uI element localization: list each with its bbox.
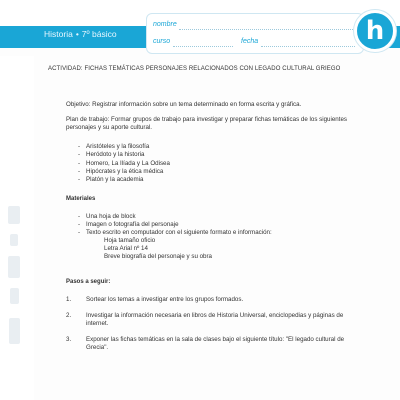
list-item: - Platón y la academia (86, 176, 366, 184)
subject-separator: • (75, 29, 79, 39)
course-label: curso (153, 38, 171, 45)
steps-heading: Pasos a seguir: (66, 279, 111, 285)
date-field-line[interactable] (261, 46, 355, 47)
list-item: - Hipócrates y la ética médica (86, 168, 366, 176)
list-item: - Texto escrito en computador con el siguiente formato e información: (86, 229, 366, 237)
list-item: - Homero, La Ilíada y La Odisea (86, 160, 366, 168)
grade-label: 7º básico (81, 29, 117, 39)
student-info-box (146, 13, 364, 54)
materials-heading: Materiales (66, 196, 96, 202)
format-line: Hoja tamaño oficio (104, 237, 156, 244)
objective-text: Objetivo: Registrar información sobre un tema determinado en forma escrita y gráfica. (66, 101, 302, 108)
list-item: - Imagen o fotografía del personaje (86, 221, 366, 229)
step-text: Investigar la información necesaria en libros de Historia Universal, enciclopedias y páginas de internet. (86, 312, 344, 328)
column-decoration-icon (10, 234, 18, 246)
format-lines (104, 237, 212, 262)
column-decoration-icon (8, 256, 20, 278)
step-number: 2. (66, 312, 72, 319)
name-label: nombre (153, 21, 177, 28)
step-number: 1. (66, 296, 72, 303)
work-plan-text: Plan de trabajo: Formar grupos de trabajo para investigar y preparar fichas temáticas de los siguientes personajes y su aporte cultural. (66, 116, 347, 132)
list-item: - Aristóteles y la filosofía (86, 143, 366, 151)
activity-title: ACTIVIDAD: FICHAS TEMÁTICAS PERSONAJES RELACIONADOS CON LEGADO CULTURAL GRIEGO (48, 66, 341, 72)
format-line: Breve biografía del personaje y su obra (104, 253, 213, 261)
step-text: Sortear los temas a investigar entre los grupos formados. (86, 296, 244, 303)
subject-label (44, 29, 117, 39)
step-text: Exponer las fichas temáticas en la sala de clases bajo el siguiente título: "El legado cultural de Grecia". (86, 336, 345, 352)
publisher-logo-icon: h (354, 10, 396, 52)
list-item: - Una hoja de block (86, 213, 366, 221)
course-field-line[interactable] (173, 46, 233, 47)
column-decoration-icon (10, 288, 19, 304)
name-field-line[interactable] (179, 29, 355, 30)
topics-list (86, 143, 366, 184)
format-line: Letra Arial nº 14 (104, 245, 148, 253)
date-label: fecha (241, 38, 259, 45)
left-decorative-column (0, 56, 34, 400)
subject-name: Historia (44, 29, 73, 39)
column-decoration-icon (8, 206, 20, 224)
page-header (0, 0, 400, 56)
list-item: - Heródoto y la historia (86, 151, 366, 159)
materials-list (86, 213, 366, 238)
step-number: 3. (66, 336, 72, 343)
column-decoration-icon (9, 318, 20, 344)
